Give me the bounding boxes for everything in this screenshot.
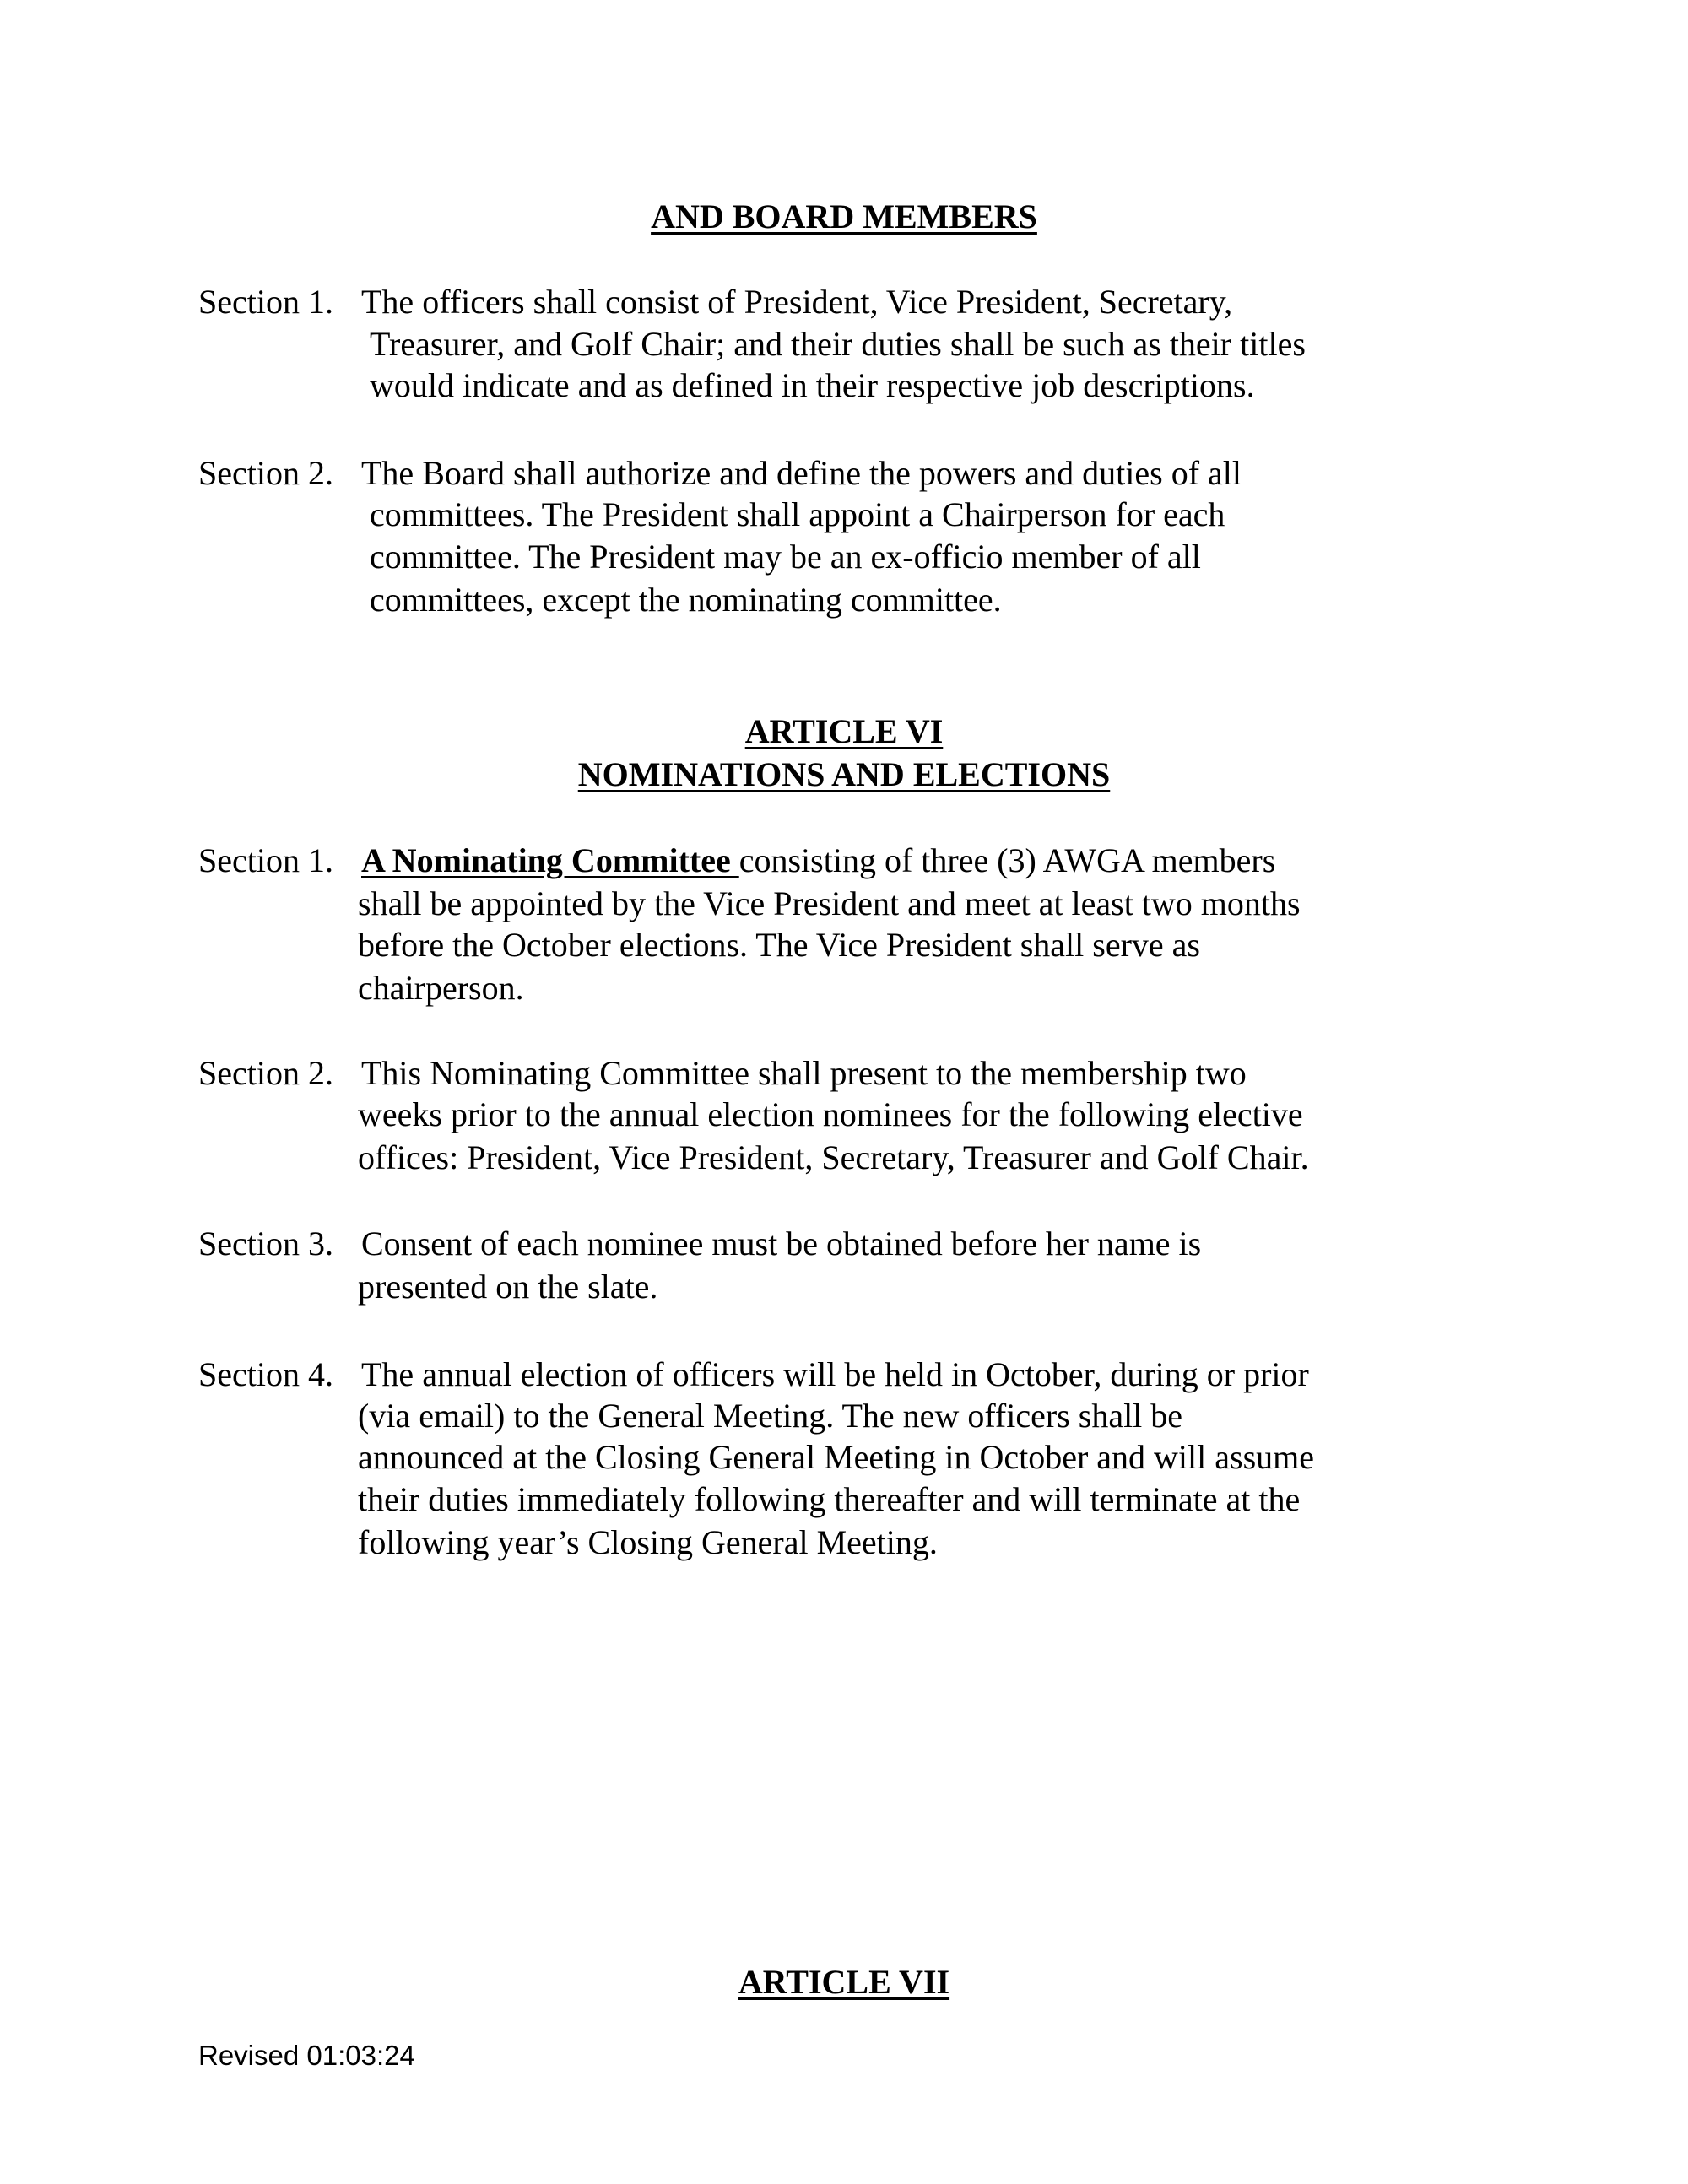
section-text-line: chairperson. xyxy=(358,969,524,1007)
section-text-line: would indicate and as defined in their respective job descriptions. xyxy=(370,366,1255,404)
section-text: consisting of three (3) AWGA members xyxy=(738,841,1276,879)
section-label: Section 1. xyxy=(198,283,333,321)
heading-and-board-members: AND BOARD MEMBERS xyxy=(651,197,1037,235)
section-text-line: weeks prior to the annual election nominees for the following elective xyxy=(358,1095,1303,1133)
section-text-line: presented on the slate. xyxy=(358,1268,658,1306)
section-text-line: This Nominating Committee shall present to the membership two xyxy=(361,1054,1247,1092)
section-text-line: announced at the Closing General Meeting in October and will assume xyxy=(358,1438,1315,1476)
section-text-line: (via email) to the General Meeting. The new officers shall be xyxy=(358,1397,1183,1435)
nominating-committee-emphasis: A Nominating Committee xyxy=(361,841,739,879)
section-text-line: following year’s Closing General Meeting. xyxy=(358,1523,938,1561)
section-label: Section 2. xyxy=(198,454,333,492)
article-vii-heading: ARTICLE VII xyxy=(738,1963,950,2001)
article-vi-subheading: NOMINATIONS AND ELECTIONS xyxy=(577,755,1111,793)
section-text-line: their duties immediately following thereafter and will terminate at the xyxy=(358,1480,1301,1518)
section-label: Section 3. xyxy=(198,1224,333,1262)
section-text-line: The officers shall consist of President, Vice President, Secretary, xyxy=(361,283,1233,321)
section-label: Section 2. xyxy=(198,1054,333,1092)
section-text-line: committees. The President shall appoint a Chairperson for each xyxy=(370,495,1225,533)
section-text-line xyxy=(361,840,1275,882)
section-text-line: committee. The President may be an ex-officio member of all xyxy=(370,538,1201,576)
section-text-line: The Board shall authorize and define the powers and duties of all xyxy=(361,454,1242,492)
section-text-line: committees, except the nominating committee. xyxy=(370,581,1002,619)
section-label: Section 1. xyxy=(198,841,333,879)
section-label: Section 4. xyxy=(198,1355,333,1393)
section-text-line: before the October elections. The Vice President shall serve as xyxy=(358,926,1200,964)
section-text-line: Treasurer, and Golf Chair; and their duties shall be such as their titles xyxy=(370,325,1306,363)
revised-footer: Revised 01:03:24 xyxy=(198,2040,415,2071)
section-text-line: offices: President, Vice President, Secretary, Treasurer and Golf Chair. xyxy=(358,1138,1309,1176)
section-text-line: shall be appointed by the Vice President and meet at least two months xyxy=(358,884,1301,922)
article-vi-heading: ARTICLE VI xyxy=(744,712,944,750)
section-text-line: Consent of each nominee must be obtained before her name is xyxy=(361,1224,1202,1262)
section-text-line: The annual election of officers will be held in October, during or prior xyxy=(361,1355,1309,1393)
